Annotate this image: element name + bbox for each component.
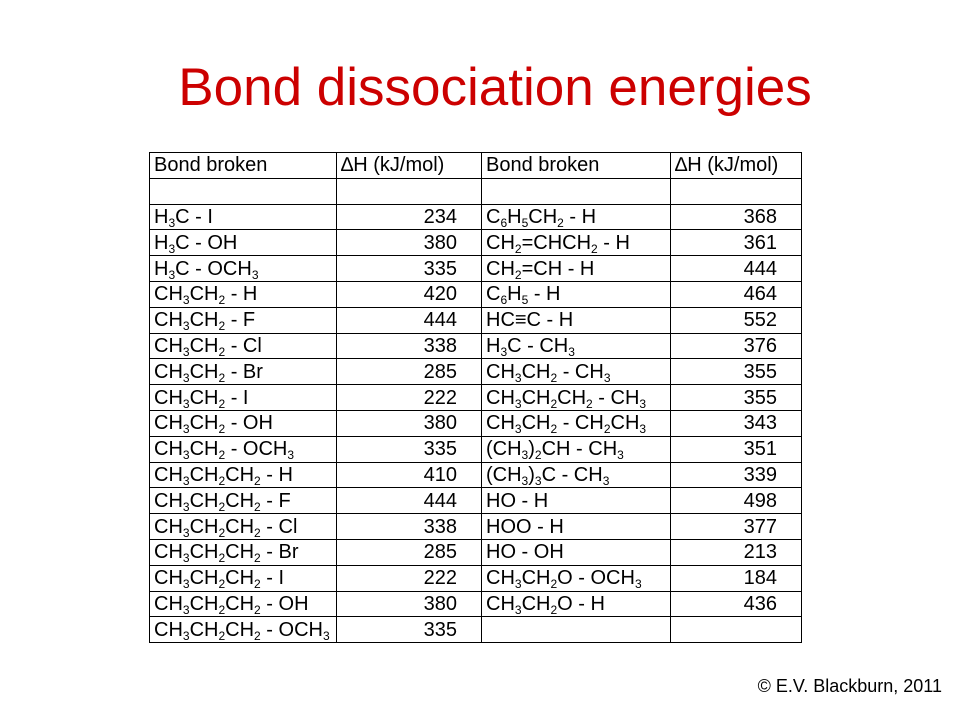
- bond-broken-right-cell: [482, 359, 671, 385]
- formula-text: CH: [521, 592, 551, 615]
- formula-text: - CH: [557, 360, 604, 383]
- formula-text: C - I: [175, 205, 213, 228]
- table-row: [150, 410, 802, 436]
- formula-subscript: 2: [218, 551, 226, 566]
- formula-subscript: 2: [254, 628, 261, 643]
- formula-subscript: 3: [182, 448, 190, 463]
- bond-broken-left-cell: [150, 617, 337, 643]
- table-row: [150, 281, 802, 307]
- formula-subscript: 3: [639, 396, 647, 411]
- formula-text: CH: [189, 360, 219, 383]
- bond-broken-right-cell: [482, 281, 671, 307]
- bond-broken-right-cell: [482, 462, 671, 488]
- formula-subscript: 2: [218, 473, 226, 488]
- formula-text: CH: [521, 360, 551, 383]
- delta-h-left-cell: 420: [337, 281, 482, 307]
- formula-subscript: 3: [514, 396, 522, 411]
- formula-subscript: 2: [218, 448, 226, 463]
- formula-text: CH: [528, 205, 558, 228]
- formula-text: HO - OH: [486, 541, 564, 564]
- bond-broken-left-cell: [150, 204, 337, 230]
- bond-broken-left-cell: [150, 539, 337, 565]
- formula-text: - CH: [557, 412, 604, 435]
- delta-h-right-cell: 351: [671, 436, 802, 462]
- formula-text: CH: [486, 592, 515, 615]
- table-row: [150, 539, 802, 565]
- formula-subscript: 2: [514, 241, 522, 256]
- bond-broken-left-cell: [150, 307, 337, 333]
- formula-text: CH: [154, 541, 183, 564]
- formula-text: CH: [189, 541, 219, 564]
- delta-h-right-cell: 498: [671, 488, 802, 514]
- formula-text: O - H: [557, 592, 605, 615]
- formula-text: - CH: [592, 386, 640, 409]
- bond-broken-right-cell: [482, 539, 671, 565]
- delta-h-right-cell: [671, 617, 802, 643]
- formula-text: CH: [225, 592, 255, 615]
- bond-broken-left-cell: [150, 410, 337, 436]
- table-row: [150, 307, 802, 333]
- delta-h-left-cell: 380: [337, 591, 482, 617]
- formula-text: H: [154, 205, 169, 228]
- formula-text: CH: [486, 412, 515, 435]
- formula-text: CH: [189, 412, 219, 435]
- formula-text: - H: [528, 283, 561, 306]
- formula-subscript: 3: [634, 577, 642, 592]
- table-row: [150, 514, 802, 540]
- formula-text: - Cl: [225, 334, 262, 357]
- formula-subscript: 3: [251, 267, 259, 282]
- table-row: [150, 436, 802, 462]
- formula-text: CH: [189, 309, 219, 332]
- bond-broken-left-cell: [150, 591, 337, 617]
- bond-broken-right-cell: [482, 488, 671, 514]
- formula-text: CH: [154, 618, 183, 641]
- formula-text: CH: [154, 489, 183, 512]
- bond-broken-right-cell: [482, 436, 671, 462]
- formula-text: HOO - H: [486, 515, 564, 538]
- formula-text: C: [486, 205, 501, 228]
- formula-text: CH: [486, 231, 515, 254]
- formula-subscript: 2: [218, 293, 226, 308]
- formula-subscript: 3: [521, 448, 529, 463]
- formula-text: CH: [189, 386, 219, 409]
- blank-cell: [337, 178, 482, 204]
- formula-text: C: [486, 283, 501, 306]
- formula-subscript: 3: [168, 241, 176, 256]
- bond-broken-right-cell: [482, 617, 671, 643]
- bond-broken-right-cell: [482, 256, 671, 282]
- formula-subscript: 2: [591, 241, 598, 256]
- formula-subscript: 2: [218, 422, 226, 437]
- bond-broken-left-cell: [150, 256, 337, 282]
- delta-h-right-cell: 377: [671, 514, 802, 540]
- bond-broken-right-cell: [482, 514, 671, 540]
- formula-text: - H: [563, 205, 597, 228]
- formula-text: ): [528, 438, 535, 461]
- delta-h-left-cell: 444: [337, 307, 482, 333]
- delta-h-right-cell: 184: [671, 565, 802, 591]
- formula-text: CH: [189, 618, 219, 641]
- blank-cell: [150, 178, 337, 204]
- formula-text: H: [486, 334, 501, 357]
- delta-h-left-cell: 222: [337, 385, 482, 411]
- formula-subscript: 3: [182, 551, 190, 566]
- formula-subscript: 2: [603, 422, 611, 437]
- formula-subscript: 3: [514, 577, 522, 592]
- header-delta-h-right: ∆H (kJ/mol): [671, 153, 802, 179]
- page-title: Bond dissociation energies: [178, 58, 812, 117]
- copyright-notice: © E.V. Blackburn, 2011: [757, 676, 942, 696]
- bond-energy-table: [149, 152, 802, 643]
- formula-text: CH: [557, 386, 587, 409]
- formula-text: CH: [154, 309, 183, 332]
- formula-subscript: 2: [218, 396, 226, 411]
- formula-subscript: 3: [534, 473, 542, 488]
- bond-energy-table-container: [149, 152, 802, 643]
- bond-broken-left-cell: [150, 565, 337, 591]
- delta-h-left-cell: 222: [337, 565, 482, 591]
- delta-h-left-cell: 335: [337, 436, 482, 462]
- formula-text: H: [154, 257, 169, 280]
- formula-subscript: 3: [182, 370, 190, 385]
- formula-subscript: 5: [521, 293, 529, 308]
- formula-text: C - OCH: [175, 257, 252, 280]
- table-row: [150, 462, 802, 488]
- formula-subscript: 2: [218, 499, 226, 514]
- formula-subscript: 3: [514, 602, 522, 617]
- delta-h-left-cell: 410: [337, 462, 482, 488]
- delta-h-right-cell: 376: [671, 333, 802, 359]
- formula-subscript: 2: [218, 525, 226, 540]
- formula-text: - OH: [225, 412, 273, 435]
- formula-text: CH: [225, 618, 255, 641]
- blank-row: [150, 178, 802, 204]
- formula-subscript: 2: [550, 422, 558, 437]
- bond-broken-left-cell: [150, 230, 337, 256]
- formula-text: HO - H: [486, 489, 549, 512]
- formula-subscript: 3: [182, 344, 190, 359]
- formula-text: C - OH: [175, 231, 238, 254]
- bond-broken-left-cell: [150, 488, 337, 514]
- delta-h-right-cell: 343: [671, 410, 802, 436]
- formula-subscript: 3: [617, 448, 624, 463]
- formula-subscript: 3: [182, 628, 190, 643]
- formula-text: CH: [486, 360, 515, 383]
- delta-h-left-cell: 338: [337, 514, 482, 540]
- formula-subscript: 2: [550, 396, 558, 411]
- formula-subscript: 2: [218, 577, 226, 592]
- formula-text: CH: [189, 283, 219, 306]
- formula-text: - OCH: [260, 618, 323, 641]
- formula-text: CH: [610, 412, 640, 435]
- bond-broken-right-cell: [482, 204, 671, 230]
- formula-subscript: 2: [557, 215, 564, 230]
- table-body: [150, 153, 802, 643]
- table-row: [150, 333, 802, 359]
- delta-h-left-cell: 380: [337, 410, 482, 436]
- formula-text: CH: [189, 567, 219, 590]
- bond-broken-right-cell: [482, 333, 671, 359]
- formula-subscript: 2: [586, 396, 593, 411]
- formula-text: ): [528, 463, 535, 486]
- delta-h-right-cell: 436: [671, 591, 802, 617]
- formula-text: - H: [225, 283, 258, 306]
- table-row: [150, 204, 802, 230]
- formula-subscript: 3: [602, 473, 610, 488]
- bond-broken-right-cell: [482, 385, 671, 411]
- formula-subscript: 2: [254, 499, 261, 514]
- formula-subscript: 2: [218, 628, 226, 643]
- formula-text: CH: [521, 567, 551, 590]
- formula-subscript: 2: [534, 448, 542, 463]
- table-row: [150, 488, 802, 514]
- delta-h-left-cell: 444: [337, 488, 482, 514]
- formula-text: - F: [260, 489, 291, 512]
- bond-broken-right-cell: [482, 230, 671, 256]
- blank-cell: [671, 178, 802, 204]
- formula-subscript: 6: [500, 215, 508, 230]
- formula-text: CH: [189, 592, 219, 615]
- table-row: [150, 230, 802, 256]
- formula-text: CH: [154, 515, 183, 538]
- formula-text: CH: [486, 257, 515, 280]
- formula-text: O - OCH: [557, 567, 635, 590]
- formula-subscript: 2: [218, 344, 226, 359]
- formula-text: CH: [154, 463, 183, 486]
- formula-subscript: 6: [500, 293, 508, 308]
- formula-subscript: 2: [550, 602, 558, 617]
- formula-text: =CH - H: [521, 257, 595, 280]
- formula-subscript: 2: [254, 602, 261, 617]
- formula-text: HC≡C - H: [486, 309, 574, 332]
- formula-text: CH: [189, 489, 219, 512]
- formula-text: CH: [189, 463, 219, 486]
- table-row: [150, 565, 802, 591]
- table-row: [150, 617, 802, 643]
- formula-text: (CH: [486, 463, 522, 486]
- table-row: [150, 385, 802, 411]
- formula-text: CH: [154, 334, 183, 357]
- bond-broken-left-cell: [150, 359, 337, 385]
- formula-subscript: 2: [218, 319, 226, 334]
- formula-text: - F: [225, 309, 256, 332]
- delta-h-left-cell: 335: [337, 617, 482, 643]
- formula-text: CH: [189, 438, 219, 461]
- formula-subscript: 2: [550, 577, 558, 592]
- formula-text: CH: [154, 386, 183, 409]
- formula-text: - OCH: [225, 438, 288, 461]
- formula-subscript: 3: [322, 628, 330, 643]
- delta-h-right-cell: 444: [671, 256, 802, 282]
- formula-subscript: 2: [218, 370, 226, 385]
- formula-subscript: 3: [287, 448, 295, 463]
- delta-h-right-cell: 361: [671, 230, 802, 256]
- bond-broken-left-cell: [150, 333, 337, 359]
- header-bond-broken-right: Bond broken: [482, 153, 671, 179]
- header-delta-h-left: ∆H (kJ/mol): [337, 153, 482, 179]
- table-row: [150, 256, 802, 282]
- formula-text: CH: [189, 334, 219, 357]
- formula-subscript: 5: [521, 215, 529, 230]
- formula-subscript: 3: [514, 370, 522, 385]
- bond-broken-left-cell: [150, 462, 337, 488]
- formula-subscript: 3: [182, 499, 190, 514]
- delta-h-right-cell: 464: [671, 281, 802, 307]
- bond-broken-right-cell: [482, 591, 671, 617]
- formula-subscript: 2: [218, 602, 226, 617]
- formula-text: C - CH: [507, 334, 569, 357]
- formula-text: CH: [154, 592, 183, 615]
- delta-h-left-cell: 234: [337, 204, 482, 230]
- delta-h-left-cell: 285: [337, 539, 482, 565]
- formula-subscript: 3: [168, 215, 176, 230]
- formula-text: (CH: [486, 438, 522, 461]
- formula-text: CH: [225, 489, 255, 512]
- delta-h-right-cell: 368: [671, 204, 802, 230]
- formula-subscript: 2: [514, 267, 522, 282]
- formula-subscript: 2: [550, 370, 558, 385]
- bond-broken-right-cell: [482, 410, 671, 436]
- formula-text: CH: [521, 386, 551, 409]
- formula-text: CH - CH: [541, 438, 618, 461]
- formula-text: CH: [521, 412, 551, 435]
- bond-broken-left-cell: [150, 385, 337, 411]
- formula-text: CH: [154, 283, 183, 306]
- formula-subscript: 3: [182, 602, 190, 617]
- formula-text: H: [507, 205, 522, 228]
- formula-subscript: 3: [182, 473, 190, 488]
- formula-subscript: 3: [514, 422, 522, 437]
- formula-text: CH: [189, 515, 219, 538]
- formula-subscript: 3: [500, 344, 508, 359]
- table-row: [150, 359, 802, 385]
- delta-h-left-cell: 285: [337, 359, 482, 385]
- delta-h-right-cell: 213: [671, 539, 802, 565]
- formula-subscript: 3: [182, 577, 190, 592]
- formula-text: H: [507, 283, 522, 306]
- delta-h-right-cell: 355: [671, 385, 802, 411]
- formula-subscript: 2: [254, 551, 261, 566]
- formula-text: CH: [154, 567, 183, 590]
- formula-subscript: 3: [182, 319, 190, 334]
- formula-subscript: 2: [254, 577, 261, 592]
- formula-text: - OH: [260, 592, 309, 615]
- bond-broken-right-cell: [482, 307, 671, 333]
- formula-text: CH: [486, 567, 515, 590]
- formula-subscript: 3: [182, 293, 190, 308]
- formula-text: - I: [260, 567, 285, 590]
- formula-text: - Br: [225, 360, 263, 383]
- delta-h-left-cell: 338: [337, 333, 482, 359]
- header-bond-broken-left: Bond broken: [150, 153, 337, 179]
- formula-text: CH: [225, 515, 255, 538]
- header-row: [150, 153, 802, 179]
- formula-text: CH: [225, 567, 255, 590]
- delta-h-left-cell: 380: [337, 230, 482, 256]
- formula-subscript: 3: [639, 422, 647, 437]
- formula-text: CH: [486, 386, 515, 409]
- formula-text: CH: [154, 412, 183, 435]
- formula-subscript: 3: [521, 473, 529, 488]
- formula-text: - H: [260, 463, 293, 486]
- formula-text: - Br: [260, 541, 299, 564]
- bond-broken-left-cell: [150, 514, 337, 540]
- formula-subscript: 3: [182, 525, 190, 540]
- formula-subscript: 3: [182, 422, 190, 437]
- delta-h-right-cell: 355: [671, 359, 802, 385]
- formula-text: =CHCH: [521, 231, 592, 254]
- formula-text: CH: [225, 541, 255, 564]
- formula-text: - H: [597, 231, 630, 254]
- formula-text: CH: [154, 438, 183, 461]
- table-row: [150, 591, 802, 617]
- formula-text: - Cl: [260, 515, 298, 538]
- formula-subscript: 3: [182, 396, 190, 411]
- formula-text: CH: [225, 463, 255, 486]
- formula-text: C - CH: [541, 463, 603, 486]
- formula-text: H: [154, 231, 169, 254]
- formula-subscript: 3: [168, 267, 176, 282]
- blank-cell: [482, 178, 671, 204]
- delta-h-left-cell: 335: [337, 256, 482, 282]
- formula-text: CH: [154, 360, 183, 383]
- delta-h-right-cell: 552: [671, 307, 802, 333]
- formula-subscript: 3: [603, 370, 611, 385]
- formula-subscript: 3: [568, 344, 575, 359]
- formula-subscript: 2: [254, 473, 261, 488]
- formula-subscript: 2: [254, 525, 261, 540]
- bond-broken-right-cell: [482, 565, 671, 591]
- formula-text: - I: [225, 386, 249, 409]
- bond-broken-left-cell: [150, 281, 337, 307]
- bond-broken-left-cell: [150, 436, 337, 462]
- delta-h-right-cell: 339: [671, 462, 802, 488]
